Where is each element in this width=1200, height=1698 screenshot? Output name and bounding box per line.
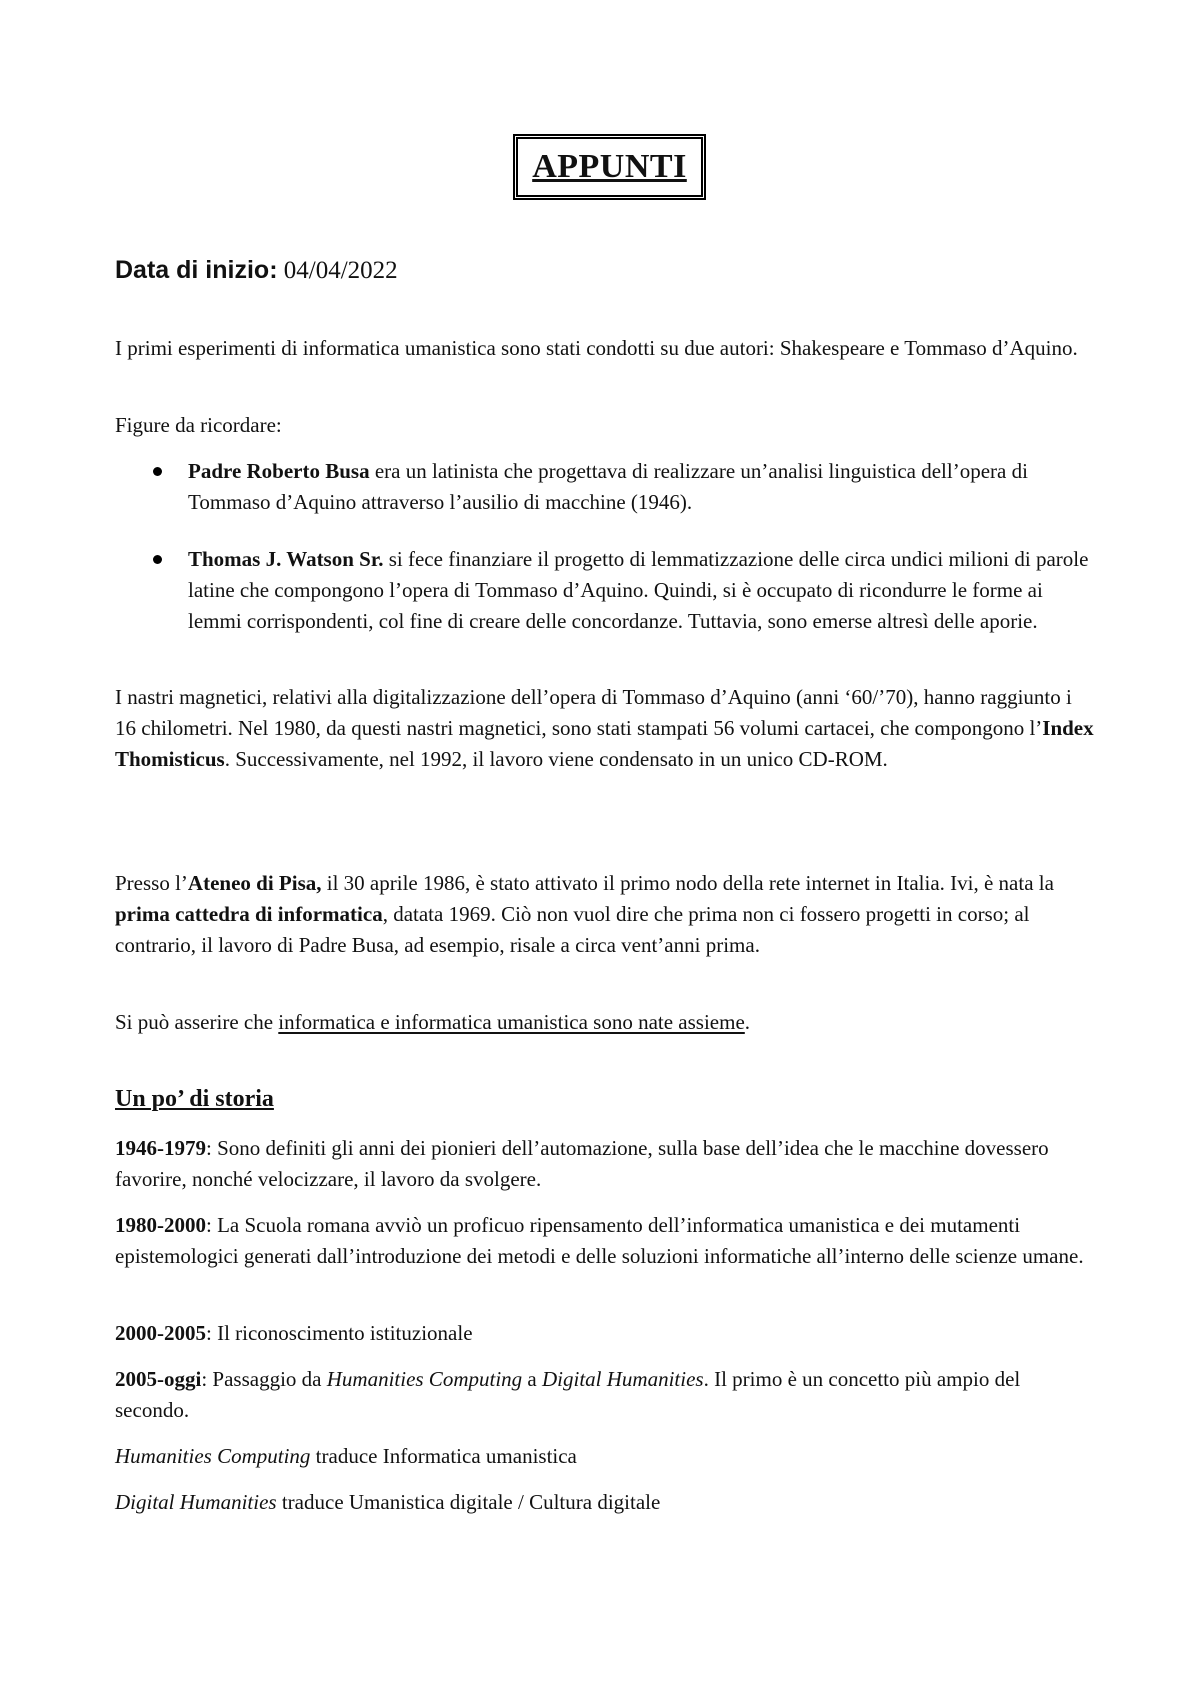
underlined-statement: informatica e informatica umanistica sono nate assieme [278, 1010, 745, 1034]
paragraph-nastri [115, 682, 1095, 775]
figures-list [115, 456, 1095, 637]
figure-name: Thomas J. Watson Sr. [188, 547, 384, 571]
figure-description: era un latinista che progettava di realizzare un’analisi linguistica dell’opera di Tommaso d’Aquino attraverso l’ausilio di macchine (1946). [188, 459, 1028, 514]
start-date-value: 04/04/2022 [283, 257, 398, 284]
history-entry [115, 1364, 1095, 1426]
text-span: I nastri magnetici, relativi alla digitalizzazione dell’opera di Tommaso d’Aquino (anni ‘60/’70), hanno raggiunto i 16 chilometri. Nel 1980, da questi nastri magnetici, sono stati stampati 56 volumi cartacei, che compongono l’ [115, 685, 1072, 740]
history-entry [115, 1210, 1095, 1272]
bullet-icon [153, 467, 162, 476]
translation-line [115, 1441, 1095, 1472]
humanities-computing-term: Humanities Computing [326, 1367, 523, 1391]
paragraph-pisa [115, 868, 1095, 961]
title-box [513, 134, 706, 200]
history-years: 2005-oggi [115, 1367, 202, 1391]
history-text: a [522, 1367, 542, 1391]
translation-line [115, 1487, 1095, 1518]
history-text: : La Scuola romana avviò un proficuo ripensamento dell’informatica umanistica e dei mutamenti epistemologici generati dall’introduzione dei metodi e delle soluzioni informatiche all’interno delle scienze umane. [115, 1213, 1084, 1268]
start-date-line [115, 254, 1095, 287]
text-span: , datata 1969. Ciò non vuol dire che prima non ci fossero progetti in corso; al contrario, il lavoro di Padre Busa, ad esempio, risale a circa vent’anni prima. [115, 902, 1030, 957]
paragraph-asserire [115, 1007, 1095, 1038]
start-date-colon: : [269, 256, 278, 284]
history-years: 2000-2005 [115, 1321, 206, 1345]
history-entry [115, 1318, 1095, 1349]
intro-paragraph: I primi esperimenti di informatica umanistica sono stati condotti su due autori: Shakespeare e Tommaso d’Aquino. [115, 336, 1078, 360]
figures-label: Figure da ricordare: [115, 413, 282, 437]
history-text: . Il primo è un concetto più ampio del secondo. [115, 1367, 1021, 1422]
figure-name: Padre Roberto Busa [188, 459, 370, 483]
start-date-label: Data di inizio [115, 256, 270, 284]
ateneo-pisa-term: Ateneo di Pisa, [187, 871, 322, 895]
history-text: : Il riconoscimento istituzionale [206, 1321, 473, 1345]
list-item [115, 544, 1095, 637]
history-text: : Passaggio da [201, 1367, 327, 1391]
text-span: Presso l’ [115, 871, 188, 895]
translation-term: Humanities Computing [115, 1444, 311, 1468]
history-text: : Sono definiti gli anni dei pionieri dell’automazione, sulla base dell’idea che le macchine dovessero favorire, nonché velocizzare, il lavoro da svolgere. [115, 1136, 1049, 1191]
text-span: Si può asserire che [115, 1010, 279, 1034]
figure-description: si fece finanziare il progetto di lemmatizzazione delle circa undici milioni di parole latine che compongono l’opera di Tommaso d’Aquino. Quindi, si è occupato di ricondurre le forme ai lemmi corrispondenti, col fine di creare delle concordanze. Tuttavia, sono emerse altresì delle aporie. [188, 547, 1089, 633]
document-title: APPUNTI [532, 148, 687, 185]
prima-cattedra-term: prima cattedra di informatica [115, 902, 383, 926]
index-thomisticus-term: Index Thomisticus [115, 716, 1094, 771]
bullet-icon [153, 555, 162, 564]
text-span: . [744, 1010, 751, 1034]
list-item [115, 456, 1095, 518]
history-years: 1946-1979 [115, 1136, 206, 1160]
history-entry [115, 1133, 1095, 1195]
translation-term: Digital Humanities [115, 1490, 277, 1514]
translation-text: traduce Umanistica digitale / Cultura digitale [276, 1490, 661, 1514]
digital-humanities-term: Digital Humanities [541, 1367, 704, 1391]
history-years: 1980-2000 [115, 1213, 206, 1237]
history-section-title: Un po’ di storia [115, 1086, 274, 1112]
text-span: . Successivamente, nel 1992, il lavoro viene condensato in un unico CD-ROM. [224, 747, 888, 771]
text-span: il 30 aprile 1986, è stato attivato il primo nodo della rete internet in Italia. Ivi, è nata la [321, 871, 1054, 895]
translation-text: traduce Informatica umanistica [310, 1444, 577, 1468]
